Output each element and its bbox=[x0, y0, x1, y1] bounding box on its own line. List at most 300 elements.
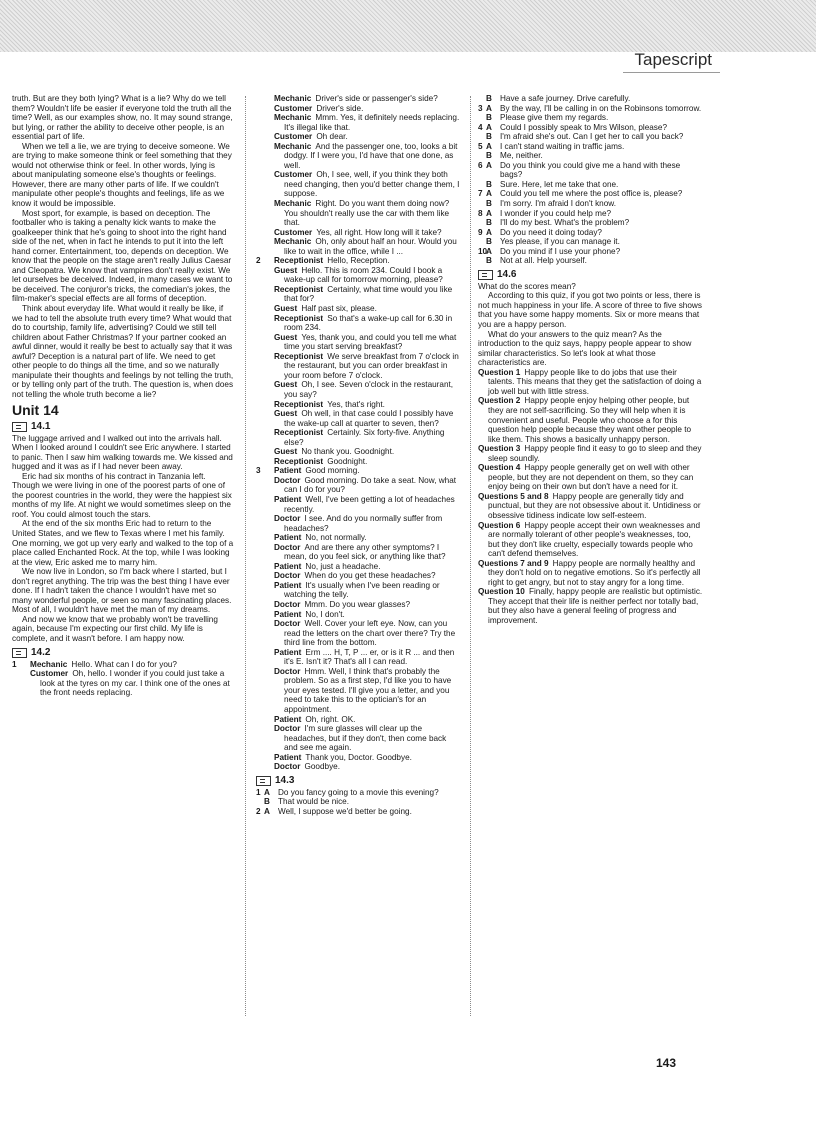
line-text: Sure. Here, let me take that one. bbox=[500, 179, 619, 189]
line-text: Hmm. Well, I think that's probably the problem. So as a first step, I'd like you to have your eyes tested. I'll give you a letter, and you need to take this to the optician's for an appointment. bbox=[284, 666, 452, 714]
line-text: Oh well, in that case could I possibly have the wake-up call at quarter to seven, then? bbox=[284, 409, 454, 428]
line-text: No, not normally. bbox=[305, 533, 367, 543]
speaker-letter: A bbox=[486, 246, 492, 256]
quiz-answer bbox=[478, 463, 704, 492]
line-text: And are there any other symptoms? I mean, do you feel sick, or anything like that? bbox=[284, 542, 446, 562]
dialogue-line bbox=[256, 304, 462, 314]
speaker: Doctor bbox=[274, 762, 301, 772]
speaker: Patient bbox=[274, 609, 302, 619]
speaker: Patient bbox=[274, 752, 302, 762]
line-body bbox=[266, 667, 462, 715]
line-body bbox=[266, 113, 462, 132]
quiz-answer bbox=[478, 587, 704, 625]
dialogue-line bbox=[256, 228, 462, 238]
speaker-letter: A bbox=[486, 208, 492, 218]
item-number: 5 bbox=[478, 141, 483, 151]
speaker-letter: A bbox=[264, 806, 270, 816]
speaker-letter: B bbox=[486, 218, 492, 228]
dialogue-line bbox=[256, 409, 462, 428]
question-label: Question 3 bbox=[478, 444, 521, 454]
exchange-line bbox=[256, 788, 462, 798]
section-label: 14.1 bbox=[31, 420, 51, 432]
speaker: Patient bbox=[274, 466, 302, 476]
paragraph: What do your answers to the quiz mean? As the introduction to the quiz says, happy people appear to show similar characteristics. So let's look at what those characteristics are. bbox=[478, 329, 692, 368]
dialogue-line bbox=[256, 380, 462, 399]
speaker: Guest bbox=[274, 447, 298, 457]
section-heading-14-3 bbox=[256, 775, 462, 787]
dialogue-2 bbox=[256, 256, 462, 466]
dialogue-line bbox=[256, 104, 462, 114]
dialogue-line bbox=[256, 400, 462, 410]
dialogue-line bbox=[256, 352, 462, 381]
line-body bbox=[266, 581, 462, 600]
line-text: Good morning. bbox=[305, 466, 360, 476]
line-body bbox=[266, 132, 462, 142]
cassette-icon bbox=[478, 270, 493, 280]
speaker-letter: A bbox=[486, 227, 492, 237]
line-text: And the passenger one, too, looks a bit dodgy. If I were you, I'd have that one done, as well. bbox=[284, 141, 458, 170]
line-body bbox=[266, 170, 462, 199]
speaker: Mechanic bbox=[274, 237, 312, 247]
line-text: By the way, I'll be calling in on the Robinsons tomorrow. bbox=[500, 103, 702, 113]
line-text: Hello, Reception. bbox=[327, 256, 390, 266]
answer-text: Happy people are generally tidy and punctual, but they are not obsessive about it. Untidiness or obsessive tidiness indicate low self-esteem. bbox=[488, 491, 701, 520]
line-text: Well, I've been getting a lot of headaches recently. bbox=[284, 494, 455, 514]
exchange-line bbox=[478, 189, 704, 199]
speaker-letter: B bbox=[486, 256, 492, 266]
exchange-line bbox=[256, 807, 462, 817]
speaker-letter: A bbox=[486, 141, 492, 151]
line-body bbox=[266, 285, 462, 304]
item-number: 4 bbox=[478, 122, 483, 132]
dialogue-line bbox=[256, 333, 462, 352]
line-text: Do you need it doing today? bbox=[500, 227, 602, 237]
dialogue-line bbox=[256, 581, 462, 600]
speaker-letter: B bbox=[486, 94, 492, 103]
line-body bbox=[266, 533, 462, 543]
line-body bbox=[266, 514, 462, 533]
speaker: Guest bbox=[274, 380, 298, 390]
answer-text: Happy people enjoy helping other people, but they are not self-sacrificing. So they will help when it is convenient and useful. People who choose a for this question help people because they want other people to like them. This shows a basically unhappy person. bbox=[488, 396, 692, 444]
speaker: Doctor bbox=[274, 542, 301, 552]
dialogue-line bbox=[256, 266, 462, 285]
dialogue-line bbox=[256, 132, 462, 142]
speaker: Doctor bbox=[274, 475, 301, 485]
section-label: 14.6 bbox=[497, 268, 517, 280]
speaker-letter: A bbox=[486, 103, 492, 113]
line-text: I wonder if you could help me? bbox=[500, 208, 612, 218]
exchange-line bbox=[478, 247, 704, 257]
paragraph: Eric had six months of his contract in Tanzania left. Though we were living in one of the poorest parts of one of the poorest countries in the world, they were the happiest six months of my life. At night we would sometimes sleep on the roof. You could almost touch the stars. bbox=[12, 471, 232, 519]
section-label: 14.3 bbox=[275, 774, 295, 786]
exchange-line bbox=[478, 199, 704, 209]
line-body bbox=[266, 352, 462, 381]
speaker: Patient bbox=[274, 714, 302, 724]
speaker: Receptionist bbox=[274, 428, 324, 438]
item-number: 3 bbox=[256, 466, 261, 476]
dialogue-line bbox=[256, 256, 462, 266]
speaker-letter: B bbox=[264, 797, 270, 807]
line-text: Hello. This is room 234. Could I book a wake-up call for tomorrow morning, please? bbox=[284, 265, 443, 285]
column-divider bbox=[245, 96, 246, 1016]
line-body bbox=[266, 380, 462, 399]
paragraph: At the end of the six months Eric had to return to the United States, and we flew to Texas where I met his family. One morning, we got up very early and walked to the top of a place called Enchanted Rock. At the top, while I was looking at the view, Eric asked me to marry him. bbox=[12, 519, 234, 567]
line-text: Right. Do you want them doing now? You shouldn't really use the car with them like that. bbox=[284, 199, 450, 228]
line-text: Do you think you could give me a hand with these bags? bbox=[500, 160, 681, 180]
item-number: 7 bbox=[478, 189, 483, 199]
dialogue-line bbox=[256, 667, 462, 715]
speaker-letter: B bbox=[486, 151, 492, 161]
dialogue-line bbox=[256, 753, 462, 763]
dialogue-line bbox=[256, 285, 462, 304]
dialogue-line bbox=[256, 199, 462, 228]
paragraph: truth. But are they both lying? What is a lie? Why do we tell them? Wouldn't life be easier if everyone told the truth all the time? Well, as our examples show, no. It may sound strange, but lying, or rather the ability to deceive other people, is an essential part of life. bbox=[12, 94, 233, 142]
line-text: Goodnight. bbox=[327, 456, 368, 466]
line-body bbox=[266, 476, 462, 495]
line-body bbox=[266, 619, 462, 648]
paragraph: The luggage arrived and I walked out into the arrivals hall. When I looked around I couldn't see Eric anywhere. I started to panic. Then I saw him walking towards me. We kissed and hugged and it was as if I had never been away. bbox=[12, 433, 233, 472]
speaker: Patient bbox=[274, 494, 302, 504]
exchange-line bbox=[478, 228, 704, 238]
paragraph: According to this quiz, if you got two points or less, there is not much happiness in your life. A score of three to five shows that you have some happy moments. Six or more means that you are a happy person. bbox=[478, 291, 702, 330]
page-title: Tapescript bbox=[623, 50, 720, 73]
line-text: I can't stand waiting in traffic jams. bbox=[500, 141, 625, 151]
item-number: 8 bbox=[478, 208, 483, 218]
cassette-icon bbox=[12, 422, 27, 432]
line-body bbox=[266, 400, 462, 410]
quiz-answers bbox=[478, 368, 704, 626]
line-text: Yes, thank you, and could you tell me what time you start serving breakfast? bbox=[284, 332, 457, 352]
paragraph: When we tell a lie, we are trying to deceive someone. We are trying to make someone think or feel something that they would not otherwise think or feel. In other words, lying is about manipulating someone else's thoughts or feelings. However, there are many other parts of life. If we couldn't manipulate other people's thoughts and feelings, life as we know it would be impossible. bbox=[12, 141, 232, 209]
line-text: Do you fancy going to a movie this evening? bbox=[278, 787, 439, 797]
speaker: Patient bbox=[274, 580, 302, 590]
question-label: Question 6 bbox=[478, 520, 521, 530]
dialogue-line bbox=[256, 533, 462, 543]
item-number: 1 bbox=[12, 659, 17, 669]
line-body bbox=[266, 256, 462, 266]
speaker-letter: A bbox=[486, 160, 492, 170]
line-text: I see. And do you normally suffer from headaches? bbox=[284, 514, 443, 533]
speaker: Customer bbox=[274, 227, 313, 237]
line-text: Oh, I see. Seven o'clock in the restaurant, you say? bbox=[284, 380, 454, 399]
line-text: Oh, hello. I wonder if you could just take a look at the tyres on my car. I think one of the ones at the front needs replacing. bbox=[40, 669, 230, 698]
speaker-letter: A bbox=[264, 787, 270, 797]
quiz-answer bbox=[478, 492, 704, 521]
answer-text: Finally, happy people are realistic but optimistic. They accept that their life is neither perfect nor totally bad, but they also have a general feeling of progress and improvement. bbox=[488, 587, 703, 625]
quiz-title: What do the scores mean? bbox=[478, 281, 576, 291]
line-text: Erm .... H, T, P ... er, or is it R ... and then it's E. Isn't it? That's all I can read. bbox=[284, 647, 455, 667]
line-text: Me, neither. bbox=[500, 151, 543, 161]
quiz-answer bbox=[478, 559, 704, 588]
speaker: Guest bbox=[274, 265, 298, 275]
line-body bbox=[266, 753, 462, 763]
speaker: Guest bbox=[274, 332, 298, 342]
line-text: Well. Cover your left eye. Now, can you read the letters on the chart over there? Try the third line from the bottom. bbox=[284, 619, 456, 648]
line-text: Do you mind if I use your phone? bbox=[500, 246, 621, 256]
dialogue-line bbox=[256, 466, 462, 476]
line-text: No, I don't. bbox=[305, 609, 345, 619]
line-text: We serve breakfast from 7 o'clock in the restaurant, but you can order breakfast in your room before 7 o'clock. bbox=[284, 351, 459, 380]
dialogue-line bbox=[256, 514, 462, 533]
exchange-line bbox=[478, 142, 704, 152]
line-text: Yes, that's right. bbox=[327, 399, 385, 409]
dialogue-line bbox=[256, 314, 462, 333]
speaker-letter: A bbox=[486, 122, 492, 132]
line-text: Oh, only about half an hour. Would you like to wait in the office, while I ... bbox=[284, 237, 457, 256]
speaker: Doctor bbox=[274, 666, 301, 676]
speaker: Customer bbox=[274, 103, 313, 113]
item-number: 6 bbox=[478, 160, 483, 170]
line-text: Well, I suppose we'd better be going. bbox=[278, 806, 412, 816]
quiz-answer bbox=[478, 521, 704, 559]
section-label: 14.2 bbox=[31, 646, 51, 658]
column-1 bbox=[12, 94, 234, 698]
quiz-answer bbox=[478, 368, 704, 397]
speaker: Doctor bbox=[274, 599, 301, 609]
exchange-line bbox=[478, 132, 704, 142]
dialogue-line bbox=[256, 476, 462, 495]
line-text: Mmm. Yes, it definitely needs replacing. It's illegal like that. bbox=[284, 113, 460, 132]
line-text: Driver's side. bbox=[316, 103, 364, 113]
question-label: Question 1 bbox=[478, 367, 521, 377]
dialogue-1 bbox=[12, 660, 234, 698]
line-body bbox=[266, 237, 462, 256]
dialogue-line bbox=[256, 619, 462, 648]
paragraph: We now live in London, so I'm back where I started, but I don't regret anything. The trip was the best thing I have ever done. If I hadn't taken the chance I wouldn't have met so many wonderful people, or seen so many fascinating places. Most of all, I wouldn't have met the man of my dreams. bbox=[12, 567, 232, 615]
speaker: Receptionist bbox=[274, 456, 324, 466]
line-text: Yes, all right. How long will it take? bbox=[316, 227, 442, 237]
line-body bbox=[266, 562, 462, 572]
line-body bbox=[266, 409, 462, 428]
line-text: So that's a wake-up call for 6.30 in room 234. bbox=[284, 313, 453, 333]
exchange-line bbox=[478, 151, 704, 161]
exchange-line bbox=[478, 256, 704, 266]
cassette-icon bbox=[256, 776, 271, 786]
speaker: Doctor bbox=[274, 619, 301, 629]
line-text: I'm afraid she's out. Can I get her to call you back? bbox=[500, 132, 684, 142]
answer-text: Happy people find it easy to go to sleep and they sleep soundly. bbox=[488, 444, 702, 463]
line-text: I'm sorry. I'm afraid I don't know. bbox=[500, 199, 617, 209]
line-text: Goodbye. bbox=[304, 762, 340, 772]
line-text: Certainly, what time would you like that for? bbox=[284, 284, 453, 304]
line-text: No, just a headache. bbox=[305, 561, 381, 571]
line-text: Thank you, Doctor. Goodbye. bbox=[305, 752, 412, 762]
line-text: Good morning. Do take a seat. Now, what can I do for you? bbox=[284, 475, 457, 495]
item-number: 3 bbox=[478, 103, 483, 113]
answer-text: Happy people are normally healthy and they don't hold on to negative emotions. So it's perfectly all right to get angry, but not to stay angry for a long time. bbox=[488, 558, 701, 587]
speaker: Doctor bbox=[274, 724, 301, 734]
column-2 bbox=[256, 94, 462, 816]
dialogue-line bbox=[256, 600, 462, 610]
line-text: Oh dear. bbox=[316, 132, 348, 142]
item-number: 2 bbox=[256, 806, 261, 816]
dialogue-line bbox=[256, 562, 462, 572]
speaker: Doctor bbox=[274, 571, 301, 581]
speaker-letter: B bbox=[486, 132, 492, 142]
line-body bbox=[266, 428, 462, 447]
line-text: Please give them my regards. bbox=[500, 113, 609, 123]
speaker: Receptionist bbox=[274, 351, 324, 361]
line-text: I'll do my best. What's the problem? bbox=[500, 218, 630, 228]
exchange-line bbox=[478, 113, 704, 123]
speaker: Mechanic bbox=[274, 113, 312, 123]
line-text: Yes please, if you can manage it. bbox=[500, 237, 620, 247]
speaker: Doctor bbox=[274, 514, 301, 524]
speaker: Patient bbox=[274, 647, 302, 657]
line-body bbox=[266, 94, 462, 104]
line-text: No thank you. Goodnight. bbox=[301, 447, 395, 457]
line-text: That would be nice. bbox=[278, 797, 350, 807]
item-number: 1 bbox=[256, 787, 261, 797]
dialogue-3 bbox=[256, 466, 462, 772]
exchange-line bbox=[478, 180, 704, 190]
speaker: Guest bbox=[274, 409, 298, 419]
exchange-line bbox=[478, 237, 704, 247]
exchange-line bbox=[478, 123, 704, 133]
paragraph: And now we know that we probably won't be travelling again, because I'm expecting our first child. My life is complete, and it wasn't before. I am happy now. bbox=[12, 614, 218, 643]
line-body bbox=[266, 466, 462, 476]
exchanges-cont bbox=[478, 94, 704, 266]
dialogue-line bbox=[256, 495, 462, 514]
item-number: 9 bbox=[478, 227, 483, 237]
line-body bbox=[266, 543, 462, 562]
speaker-letter: B bbox=[486, 199, 492, 209]
column-3 bbox=[478, 94, 704, 626]
line-body bbox=[266, 495, 462, 514]
speaker: Mechanic bbox=[274, 141, 312, 151]
section-heading-14-6 bbox=[478, 269, 704, 281]
line-body bbox=[266, 600, 462, 610]
answer-text: Happy people accept their own weaknesses and are normally tolerant of other people's weaknesses, too, but they don't like cruelty, especially towards people who can't defend themselves. bbox=[488, 520, 701, 559]
line-body bbox=[266, 314, 462, 333]
dialogue-line bbox=[256, 428, 462, 447]
page-number: 143 bbox=[656, 1056, 677, 1070]
line-body bbox=[266, 266, 462, 285]
line-body bbox=[266, 304, 462, 314]
dialogue-line bbox=[256, 724, 462, 753]
line-body bbox=[266, 447, 462, 457]
paragraph: Most sport, for example, is based on deception. The footballer who is taking a penalty kick wants to make the goalkeeper think that he's going to shoot into the right hand side of the net, when in fact he intends to put it into the left hand corner. Entertainment, too, depends on deception. We know that the people on the stage aren't really Julius Caesar and Cleopatra. We know that vampires don't really exist. We let ourselves be deceived. Indeed, in many cases we want to be deceived. The conjuror's tricks, the comedian's jokes, the film-maker's special effects are all forms of deception. bbox=[12, 208, 233, 304]
speaker-letter: B bbox=[486, 179, 492, 189]
question-label: Question 10 bbox=[478, 587, 525, 597]
question-label: Question 4 bbox=[478, 463, 521, 473]
dialogue-line bbox=[12, 660, 234, 670]
line-text: Oh, I see, well, if you think they both need changing, then you'd better change them, I suppose. bbox=[284, 170, 460, 199]
line-text: When do you get these headaches? bbox=[304, 571, 436, 581]
line-body bbox=[22, 660, 234, 670]
dialogue-line bbox=[12, 669, 234, 698]
line-body bbox=[266, 104, 462, 114]
line-text: Have a safe journey. Drive carefully. bbox=[500, 94, 631, 103]
line-text: Half past six, please. bbox=[301, 304, 377, 314]
paragraph: Think about everyday life. What would it really be like, if we had to tell the absolute truth every time? What would that do to courtship, family life, advertising? Could we still tell children about Father Christmas? If your partner cooked an awful dinner, would it really be best to actually say that it was awful? Deception is a natural part of life. We need to get other people to do things all the time, and so we naturally manipulate their thoughts and feelings by not telling the truth, or by telling only part of the truth. The question is, when does not telling the whole truth become a lie? bbox=[12, 304, 234, 399]
speaker: Patient bbox=[274, 561, 302, 571]
question-label: Questions 5 and 8 bbox=[478, 491, 549, 501]
line-text: Hello. What can I do for you? bbox=[71, 659, 177, 669]
dialogue-line bbox=[256, 447, 462, 457]
line-body bbox=[22, 669, 234, 698]
exchange-line bbox=[478, 209, 704, 219]
dialogue-line bbox=[256, 543, 462, 562]
line-body bbox=[266, 333, 462, 352]
line-text: It's usually when I've been reading or watching the telly. bbox=[284, 580, 440, 600]
line-body bbox=[266, 724, 462, 753]
dialogue-line bbox=[256, 170, 462, 199]
dialogue-line bbox=[256, 457, 462, 467]
speaker-letter: A bbox=[486, 189, 492, 199]
dialogue-line bbox=[256, 648, 462, 667]
dialogue-line bbox=[256, 715, 462, 725]
speaker: Receptionist bbox=[274, 256, 324, 266]
dialogue-line bbox=[256, 610, 462, 620]
exchange-line bbox=[478, 104, 704, 114]
dialogue-line bbox=[256, 94, 462, 104]
unit-heading: Unit 14 bbox=[12, 401, 59, 418]
speaker: Mechanic bbox=[274, 199, 312, 209]
exchange-line bbox=[478, 161, 704, 180]
speaker-letter: B bbox=[486, 237, 492, 247]
question-label: Questions 7 and 9 bbox=[478, 558, 549, 568]
exchange-line bbox=[478, 218, 704, 228]
speaker: Mechanic bbox=[274, 94, 312, 103]
exchanges bbox=[256, 788, 462, 817]
line-body bbox=[266, 457, 462, 467]
header-band bbox=[0, 0, 816, 52]
line-text: Not at all. Help yourself. bbox=[500, 256, 587, 266]
line-body bbox=[266, 199, 462, 228]
line-text: Driver's side or passenger's side? bbox=[315, 94, 438, 103]
cassette-icon bbox=[12, 648, 27, 658]
line-body bbox=[266, 648, 462, 667]
column-divider bbox=[470, 96, 471, 1016]
line-body bbox=[266, 228, 462, 238]
dialogue-line bbox=[256, 237, 462, 256]
line-body bbox=[266, 762, 462, 772]
item-number: 10 bbox=[478, 246, 488, 256]
line-body bbox=[266, 142, 462, 171]
line-text: Mmm. Do you wear glasses? bbox=[304, 599, 411, 609]
exchange-line bbox=[256, 797, 462, 807]
line-body bbox=[266, 715, 462, 725]
line-text: Certainly. Six forty-five. Anything else? bbox=[284, 428, 445, 447]
dialogue-line bbox=[256, 571, 462, 581]
speaker: Mechanic bbox=[30, 659, 68, 669]
speaker-letter: B bbox=[486, 113, 492, 123]
dialogue-line bbox=[256, 762, 462, 772]
speaker: Customer bbox=[274, 170, 313, 180]
speaker: Patient bbox=[274, 533, 302, 543]
answer-text: Happy people generally get on well with other people, but they are not dependent on them, so they can enjoy being on their own but don't have a need for it. bbox=[488, 463, 694, 492]
speaker: Receptionist bbox=[274, 399, 324, 409]
line-text: Could I possibly speak to Mrs Wilson, please? bbox=[500, 122, 668, 132]
exchange-line bbox=[478, 94, 704, 104]
speaker: Receptionist bbox=[274, 284, 324, 294]
dialogue-line bbox=[256, 113, 462, 132]
item-number: 2 bbox=[256, 256, 261, 266]
line-text: Oh, right. OK. bbox=[305, 714, 356, 724]
quiz-answer bbox=[478, 396, 704, 444]
line-text: I'm sure glasses will clear up the headaches, but if they don't, then come back and see me again. bbox=[284, 724, 447, 753]
quiz-answer bbox=[478, 444, 704, 463]
section-heading-14-2 bbox=[12, 647, 234, 659]
speaker: Customer bbox=[30, 669, 69, 679]
question-label: Question 2 bbox=[478, 396, 521, 406]
answer-text: Happy people like to do jobs that use their talents. This means that they get the satisfaction of doing a job well but with little stress. bbox=[488, 367, 702, 396]
speaker: Guest bbox=[274, 304, 298, 314]
line-body bbox=[266, 571, 462, 581]
speaker: Receptionist bbox=[274, 313, 324, 323]
line-body bbox=[266, 610, 462, 620]
